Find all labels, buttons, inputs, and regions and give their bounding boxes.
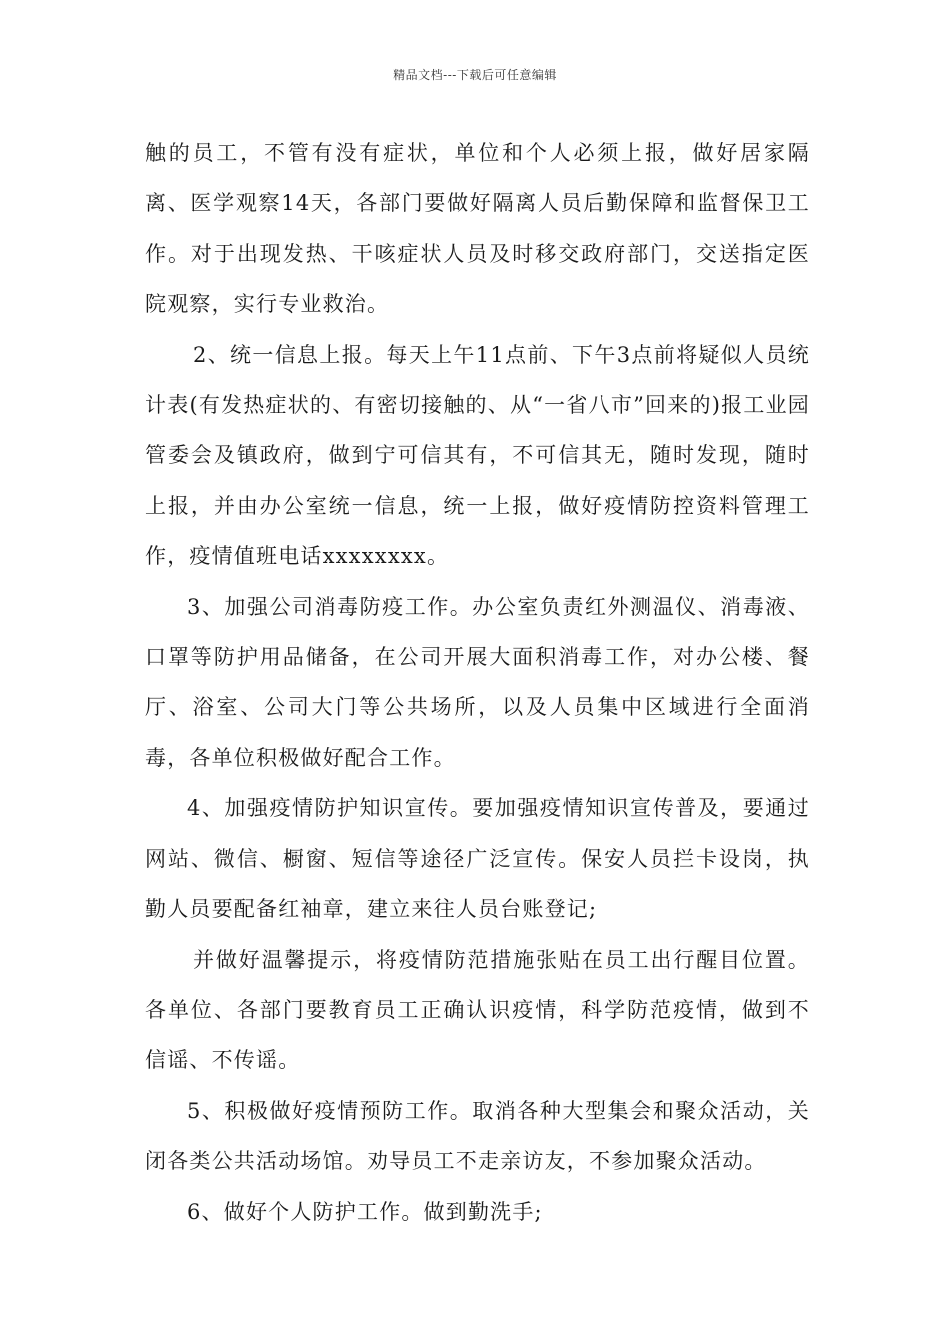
paragraph-item-5: 5、积极做好疫情预防工作。取消各种大型集会和聚众活动，关闭各类公共活动场馆。劝导员工不走亲访友，不参加聚众活动。 [145, 1098, 810, 1174]
paragraph-item-3: 3、加强公司消毒防疫工作。办公室负责红外测温仪、消毒液、口罩等防护用品储备，在公司开展大面积消毒工作，对办公楼、餐厅、浴室、公司大门等公共场所，以及人员集中区域进行全面消毒，各单位积极做好配合工作。 [145, 594, 810, 770]
page-header: 精品文档---下载后可任意编辑 [393, 68, 557, 82]
paragraph-item-6: 6、做好个人防护工作。做到勤洗手; [187, 1199, 543, 1224]
paragraph-item-2: 2、统一信息上报。每天上午11点前、下午3点前将疑似人员统计表(有发热症状的、有密切接触的、从“一省八市”回来的)报工业园管委会及镇政府，做到宁可信其有，不可信其无，随时发现，随时上报，并由办公室统一信息，统一上报，做好疫情防控资料管理工作，疫情值班电话xxxxxxxx。 [145, 342, 810, 569]
paragraph-continuation: 触的员工，不管有没有症状，单位和个人必须上报，做好居家隔离、医学观察14天，各部门要做好隔离人员后勤保障和监督保卫工作。对于出现发热、干咳症状人员及时移交政府部门，交送指定医院观察，实行专业救治。 [145, 141, 810, 317]
paragraph-item-4: 4、加强疫情防护知识宣传。要加强疫情知识宣传普及，要通过网站、微信、橱窗、短信等途径广泛宣传。保安人员拦卡设岗，执勤人员要配备红袖章，建立来往人员台账登记; [145, 796, 810, 922]
paragraph-item-4-continued: 并做好温馨提示，将疫情防范措施张贴在员工出行醒目位置。各单位、各部门要教育员工正确认识疫情，科学防范疫情，做到不信谣、不传谣。 [145, 947, 810, 1073]
document-body [145, 128, 810, 1237]
